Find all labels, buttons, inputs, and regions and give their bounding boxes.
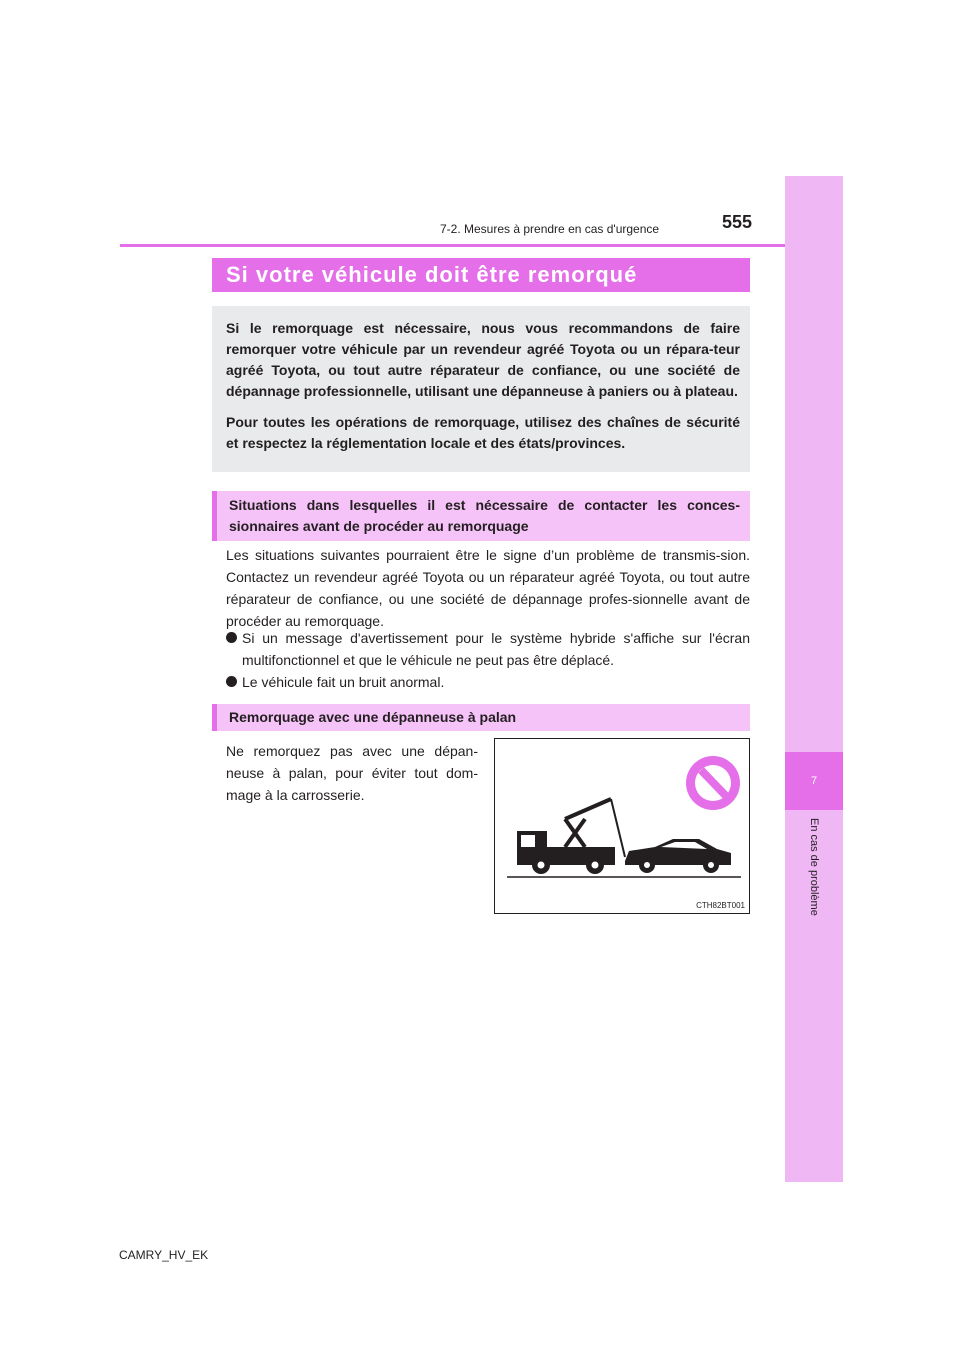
bullet-icon (226, 676, 237, 687)
page-title: Si votre véhicule doit être remorqué (212, 258, 750, 292)
chapter-side-tab (785, 176, 843, 1182)
car-icon (625, 839, 731, 873)
header-rule (120, 244, 785, 247)
figure-code: CTH82BT001 (696, 901, 745, 910)
section-body-wheel-lift: Ne remorquez pas avec une dépan-neuse à palan, pour éviter tout dom-mage à la carrosserie. (226, 743, 478, 803)
bullet-icon (226, 632, 237, 643)
prohibited-icon (686, 756, 740, 810)
tow-truck-illustration (494, 738, 750, 914)
list-item-text: Le véhicule fait un bruit anormal. (242, 674, 445, 690)
intro-paragraph-2: Pour toutes les opérations de remorquage, utilisez des chaînes de sécurité et respectez la réglementation locale et des états/provinces. (226, 414, 740, 451)
list-item (226, 671, 750, 693)
footer-model: CAMRY_HV_EK (119, 1248, 209, 1262)
chapter-number: 7 (810, 775, 818, 787)
list-item (226, 627, 750, 671)
section-heading-wheel-lift: Remorquage avec une dépanneuse à palan (212, 704, 750, 731)
section-heading-dealer-contact: Situations dans lesquelles il est nécessaire de contacter les conces-sionnaires avant de procéder au remorquage (212, 491, 750, 541)
chapter-number-tab (785, 752, 843, 810)
section-body-dealer-contact: Les situations suivantes pourraient être le signe d’un problème de transmis-sion. Contactez un revendeur agréé Toyota ou un réparateur agréé Toyota, ou tout autre réparateur de confiance, ou une société de dépannage profes-sionnelle avant de procéder au remorquage. (226, 547, 750, 629)
chapter-title: En cas de problème (808, 818, 820, 916)
page-number: 555 (722, 212, 753, 232)
tow-truck-icon (517, 799, 625, 874)
tow-truck-drawing (495, 739, 751, 915)
intro-box (212, 306, 750, 472)
list-item-text: Si un message d'avertissement pour le système hybride s'affiche sur l'écran multifonctionnel et que le véhicule ne peut pas être déplacé. (242, 630, 750, 668)
intro-paragraph-1: Si le remorquage est nécessaire, nous vous recommandons de faire remorquer votre véhicule par un revendeur agréé Toyota ou un répara-teur agréé Toyota, ou tout autre réparateur de confiance, ou une société de dépannage professionnelle, utilisant une dépanneuse à paniers ou à plateau. (226, 320, 740, 399)
running-header: 7-2. Mesures à prendre en cas d'urgence (440, 222, 660, 236)
